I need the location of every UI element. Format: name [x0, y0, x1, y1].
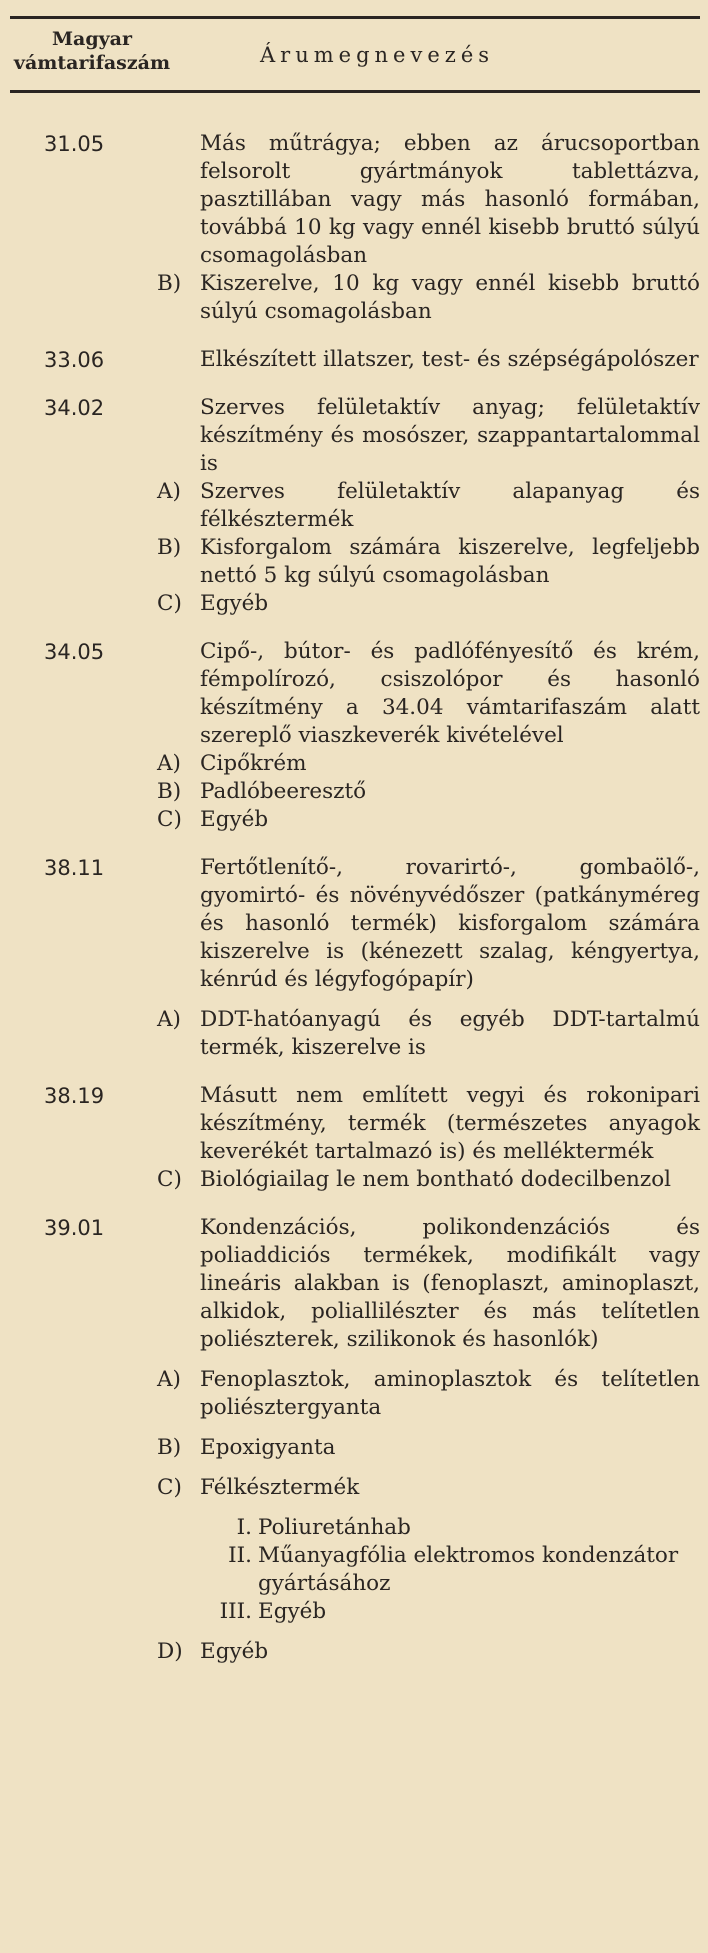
sub-item: [0, 778, 708, 806]
tariff-code: 31.05: [44, 132, 105, 156]
sub-item-label: C): [157, 807, 182, 832]
tariff-description: Fertőtlenítő-, rovarirtó-, gombaölő-, gyomirtó- és növényvédőszer (patkányméreg és hasonló termék) kisforgalom számára kiszerelve is (kénezett szalag, kéngyertya, kénrúd és légyfogópapír): [200, 855, 700, 992]
tariff-code: 38.19: [44, 1084, 105, 1108]
sub-item-text: Cipőkrém: [200, 751, 307, 776]
sub-item-text: Epoxigyanta: [200, 1435, 336, 1460]
sub-item-label: B): [157, 779, 182, 804]
sub-item: [0, 806, 708, 834]
sub-item: [0, 270, 708, 326]
sub-item-text: Kiszerelve, 10 kg vagy ennél kisebb bruttó súlyú csomagolásban: [200, 271, 700, 324]
tariff-entry: [0, 1214, 708, 1666]
tariff-description: Kondenzációs, polikondenzációs és poliaddiciós termékek, modifikált vagy lineáris alakban is (fenoplaszt, aminoplaszt, alkidok, poliallilészter és más telítetlen poliészterek, szilikonok és hasonlók): [200, 1215, 700, 1352]
tariff-entry: [0, 394, 708, 618]
sub-item-label: A): [157, 1007, 181, 1032]
top-rule: [10, 16, 700, 19]
sub-item-text: Szerves felületaktív alapanyag és félkésztermék: [200, 479, 700, 532]
roman-sub-item-label: III.: [219, 1599, 252, 1624]
tariff-description: Elkészített illatszer, test- és szépségápolószer: [200, 347, 699, 372]
roman-sub-item-text: Egyéb: [258, 1599, 327, 1624]
sub-item-label: A): [157, 479, 181, 504]
sub-item-label: B): [157, 271, 182, 296]
sub-item-text: Fenoplasztok, aminoplasztok és telítetlen poliésztergyanta: [200, 1367, 700, 1420]
sub-item-label: C): [157, 1167, 182, 1192]
tariff-description: Szerves felületaktív anyag; felületaktív készítmény és mosószer, szappantartalommal is: [200, 395, 700, 476]
sub-item: [0, 1366, 708, 1422]
roman-sub-item-text: Poliuretánhab: [258, 1515, 411, 1540]
tariff-entry: [0, 130, 708, 326]
roman-sub-item-label: I.: [236, 1515, 252, 1540]
sub-item: [0, 750, 708, 778]
tariff-code: 39.01: [44, 1216, 105, 1240]
name-column-heading: Árumegnevezés: [260, 43, 495, 67]
sub-item-text: DDT-hatóanyagú és egyéb DDT-tartalmú termék, kiszerelve is: [200, 1007, 700, 1060]
sub-item: [0, 1638, 708, 1666]
sub-item-label: A): [157, 751, 181, 776]
roman-sub-item: [0, 1542, 708, 1598]
sub-item: [0, 1434, 708, 1462]
code-column-heading: Magyar vámtarifaszám: [13, 28, 171, 74]
sub-item-text: Padlóbeeresztő: [200, 779, 367, 804]
sub-item: [0, 590, 708, 618]
sub-item-text: Biológiailag le nem bontható dodecilbenzol: [200, 1167, 672, 1192]
tariff-entry: [0, 854, 708, 1062]
sub-item-label: B): [157, 1435, 182, 1460]
sub-item: [0, 534, 708, 590]
tariff-code: 38.11: [44, 856, 105, 880]
sub-item: [0, 1006, 708, 1062]
sub-item: [0, 478, 708, 534]
sub-item-text: Kisforgalom számára kiszerelve, legfeljebb nettó 5 kg súlyú csomagolásban: [200, 535, 700, 588]
sub-item: [0, 1166, 708, 1194]
tariff-entry: [0, 638, 708, 834]
sub-item-label: C): [157, 591, 182, 616]
sub-item-text: Egyéb: [200, 591, 269, 616]
tariff-entry: [0, 1082, 708, 1194]
roman-sub-item-text: Műanyagfólia elektromos kondenzátor gyártásához: [258, 1543, 679, 1596]
tariff-code: 33.06: [44, 348, 105, 372]
tariff-entries: [0, 130, 708, 1666]
sub-item: [0, 1474, 708, 1502]
tariff-description: Másutt nem említett vegyi és rokonipari készítmény, termék (természetes anyagok keverékét tartalmazó is) és melléktermék: [200, 1083, 700, 1164]
tariff-entry: [0, 346, 708, 374]
sub-item-label: A): [157, 1367, 181, 1392]
sub-item-text: Félkésztermék: [200, 1475, 360, 1500]
tariff-code: 34.02: [44, 396, 105, 420]
sub-item-label: C): [157, 1475, 182, 1500]
roman-sub-item: [0, 1598, 708, 1626]
sub-item-label: B): [157, 535, 182, 560]
tariff-description: Más műtrágya; ebben az árucsoportban felsorolt gyártmányok tablettázva, pasztillában vagy más hasonló formában, továbbá 10 kg vagy ennél kisebb bruttó súlyú csomagolásban: [200, 131, 700, 268]
header-rule: [10, 90, 700, 93]
sub-item-text: Egyéb: [200, 1639, 269, 1664]
roman-sub-item-label: II.: [228, 1543, 252, 1568]
sub-item-label: D): [157, 1639, 183, 1664]
tariff-code: 34.05: [44, 640, 105, 664]
sub-item-text: Egyéb: [200, 807, 269, 832]
tariff-description: Cipő-, bútor- és padlófényesítő és krém, fémpolírozó, csiszolópor és hasonló készítmény a 34.04 vámtarifaszám alatt szereplő viaszkeverék kivételével: [200, 639, 700, 748]
roman-sub-item: [0, 1514, 708, 1542]
